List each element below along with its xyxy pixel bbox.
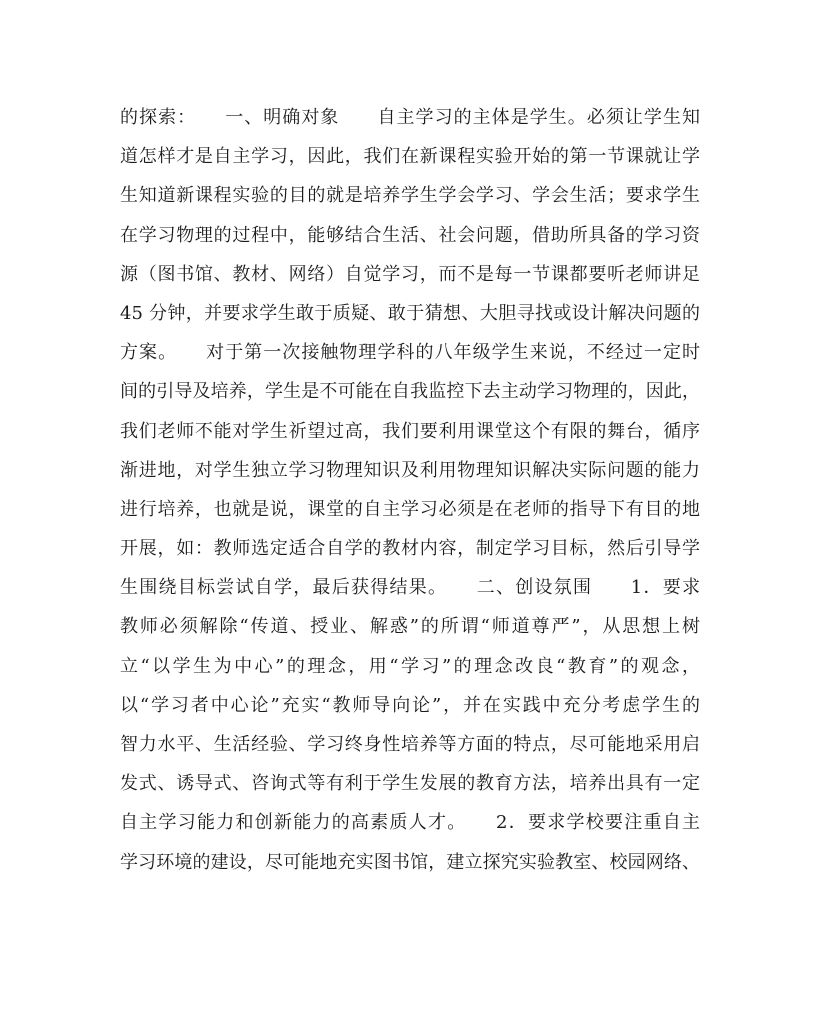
- text-line: 生知道新课程实验的目的就是培养学生学会学习、学会生活；要求学生: [120, 185, 700, 207]
- text-line: 在学习物理的过程中，能够结合生活、社会问题，借助所具备的学习资: [120, 224, 700, 246]
- text-line: 源（图书馆、教材、网络）自觉学习，而不是每一节课都要听老师讲足: [120, 263, 700, 285]
- text-line: 开展，如：教师选定适合自学的教材内容，制定学习目标，然后引导学: [120, 538, 700, 560]
- text-line: 方案。 对于第一次接触物理学科的八年级学生来说，不经过一定时: [120, 342, 700, 364]
- text-line: 学习环境的建设，尽可能地充实图书馆，建立探究实验教室、校园网络、: [120, 851, 700, 873]
- text-line: 进行培养，也就是说，课堂的自主学习必须是在老师的指导下有目的地: [120, 498, 700, 520]
- text-line: 自主学习能力和创新能力的高素质人才。 2．要求学校要注重自主: [120, 812, 700, 834]
- text-line: 教师必须解除“传道、授业、解惑”的所谓“师道尊严”，从思想上树: [120, 616, 700, 638]
- text-line: 智力水平、生活经验、学习终身性培养等方面的特点，尽可能地采用启: [120, 734, 700, 755]
- body-text: [120, 98, 700, 882]
- text-line: 道怎样才是自主学习，因此，我们在新课程实验开始的第一节课就让学: [120, 146, 700, 168]
- text-line: 以“学习者中心论”充实“教师导向论”，并在实践中充分考虑学生的: [120, 694, 700, 716]
- text-line: 我们老师不能对学生祈望过高，我们要利用课堂这个有限的舞台，循序: [120, 420, 700, 442]
- text-line: 发式、诱导式、咨询式等有利于学生发展的教育方法，培养出具有一定: [120, 773, 700, 795]
- text-line: 渐进地，对学生独立学习物理知识及利用物理知识解决实际问题的能力: [120, 459, 700, 481]
- text-line: 生围绕目标尝试自学，最后获得结果。 二、创设氛围 1．要求: [120, 577, 700, 599]
- text-line: 的探索： 一、明确对象 自主学习的主体是学生。必须让学生知: [120, 107, 700, 128]
- text-line: 间的引导及培养，学生是不可能在自我监控下去主动学习物理的，因此，: [120, 381, 700, 403]
- text-line: 45 分钟，并要求学生敢于质疑、敢于猜想、大胆寻找或设计解决问题的: [120, 302, 700, 324]
- text-line: 立“以学生为中心”的理念，用“学习”的理念改良“教育”的观念，: [120, 655, 700, 677]
